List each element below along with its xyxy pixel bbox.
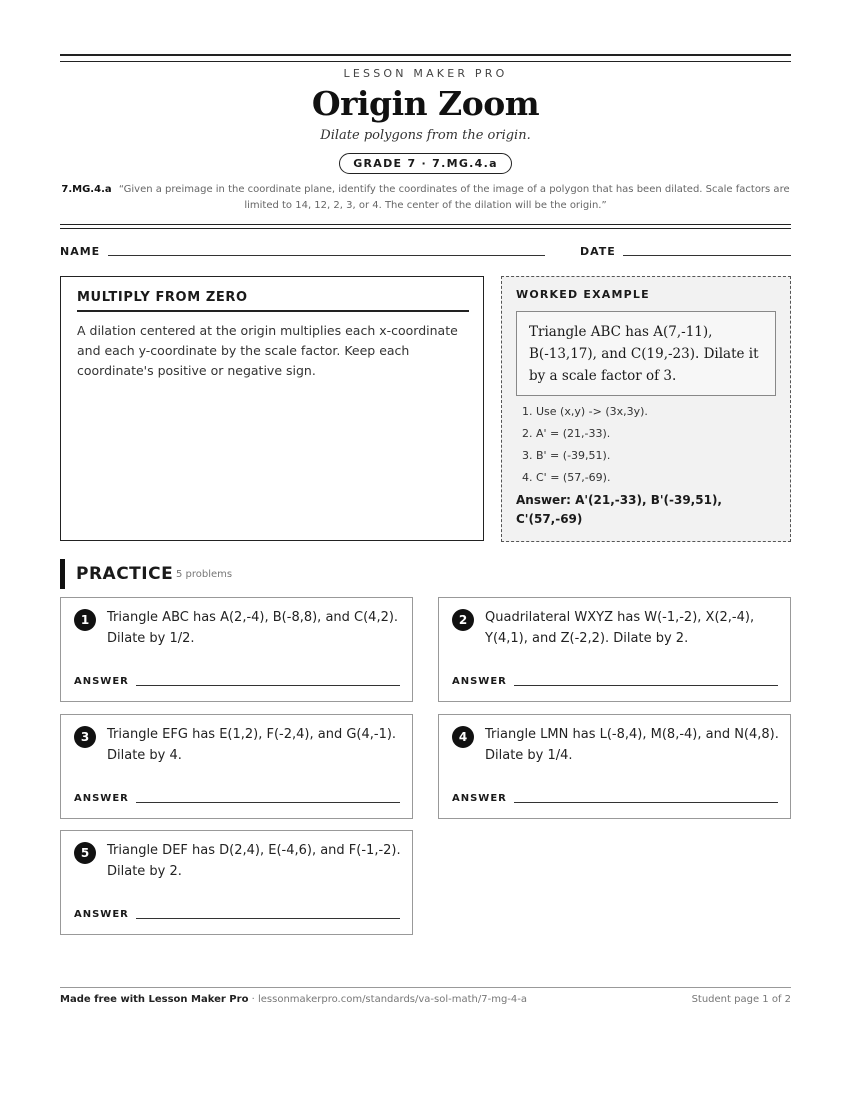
answer-label: ANSWER [74, 676, 129, 687]
footer-credit [60, 994, 527, 1005]
problem-number-badge: 3 [74, 726, 96, 748]
standard-description [60, 182, 791, 214]
worked-example-step: 3. B' = (-39,51). [522, 449, 611, 462]
problem-text: Triangle LMN has L(-8,4), M(8,-4), and N(4,8). Dilate by 1/4. [485, 727, 779, 763]
problem-number-badge: 4 [452, 726, 474, 748]
standard-text: “Given a preimage in the coordinate plane, identify the coordinates of the image of a polygon that has been dilated. Scale factors are limited to 14, 12, 2, 3, or 4. The center of the dilation will be the origin.” [118, 184, 790, 211]
worked-example-steps [522, 401, 648, 489]
problem-text: Triangle EFG has E(1,2), F(-2,4), and G(4,-1). Dilate by 4. [107, 727, 397, 763]
answer-field[interactable] [514, 802, 778, 803]
standard-code: 7.MG.4.a [61, 184, 112, 195]
concept-title: MULTIPLY FROM ZERO [77, 290, 469, 312]
answer-field[interactable] [136, 685, 400, 686]
footer-page-number: Student page 1 of 2 [691, 994, 791, 1005]
top-double-rule [60, 54, 791, 62]
grade-badge: GRADE 7 · 7.MG.4.a [339, 153, 512, 174]
answer-field[interactable] [136, 918, 400, 919]
problem-text: Triangle DEF has D(2,4), E(-4,6), and F(-1,-2). Dilate by 2. [107, 843, 401, 879]
practice-accent-bar [60, 559, 65, 589]
name-label: NAME [60, 245, 101, 258]
concept-box [60, 276, 484, 541]
name-field[interactable] [108, 255, 545, 256]
footer-made-with: Made free with Lesson Maker Pro [60, 994, 249, 1005]
worked-example-step: 1. Use (x,y) -> (3x,3y). [522, 405, 648, 418]
problem-text: Triangle ABC has A(2,-4), B(-8,8), and C(4,2). Dilate by 1/2. [107, 610, 399, 646]
worked-example-answer: Answer: A'(21,-33), B'(-39,51), C'(57,-69) [516, 493, 722, 526]
footer-rule [60, 987, 791, 988]
practice-problem-1 [60, 597, 413, 702]
practice-header [60, 559, 791, 589]
answer-label: ANSWER [452, 676, 507, 687]
header-bottom-rule [60, 224, 791, 229]
problem-number-badge: 2 [452, 609, 474, 631]
worked-example-problem: Triangle ABC has A(7,-11), B(-13,17), and C(19,-23). Dilate it by a scale factor of 3. [516, 311, 776, 396]
answer-label: ANSWER [74, 909, 129, 920]
worked-example-box [501, 276, 791, 542]
practice-problem-5 [60, 830, 413, 935]
practice-problem-2 [438, 597, 791, 702]
footer-url[interactable]: · lessonmakerpro.com/standards/va-sol-math/7-mg-4-a [248, 994, 528, 1005]
practice-problem-3 [60, 714, 413, 819]
problem-text: Quadrilateral WXYZ has W(-1,-2), X(2,-4), Y(4,1), and Z(-2,2). Dilate by 2. [485, 610, 755, 646]
concept-body: A dilation centered at the origin multiplies each x-coordinate and each y-coordinate by the scale factor. Keep each coordinate's positive or negative sign. [77, 323, 458, 378]
practice-problem-4 [438, 714, 791, 819]
date-label: DATE [580, 245, 616, 258]
worked-example-title: WORKED EXAMPLE [516, 288, 650, 301]
answer-field[interactable] [514, 685, 778, 686]
answer-label: ANSWER [452, 793, 507, 804]
grade-badge-wrapper [60, 152, 791, 174]
worked-example-step: 4. C' = (57,-69). [522, 471, 611, 484]
practice-title: PRACTICE [76, 564, 174, 584]
answer-field[interactable] [136, 802, 400, 803]
page-subtitle: Dilate polygons from the origin. [320, 128, 531, 143]
name-date-row [60, 245, 791, 261]
problem-number-badge: 1 [74, 609, 96, 631]
worked-example-step: 2. A' = (21,-33). [522, 427, 611, 440]
answer-label: ANSWER [74, 793, 129, 804]
page-title: Origin Zoom [311, 84, 540, 123]
date-field[interactable] [623, 255, 791, 256]
brand-name: LESSON MAKER PRO [343, 67, 508, 80]
problem-number-badge: 5 [74, 842, 96, 864]
practice-count: 5 problems [176, 569, 233, 580]
